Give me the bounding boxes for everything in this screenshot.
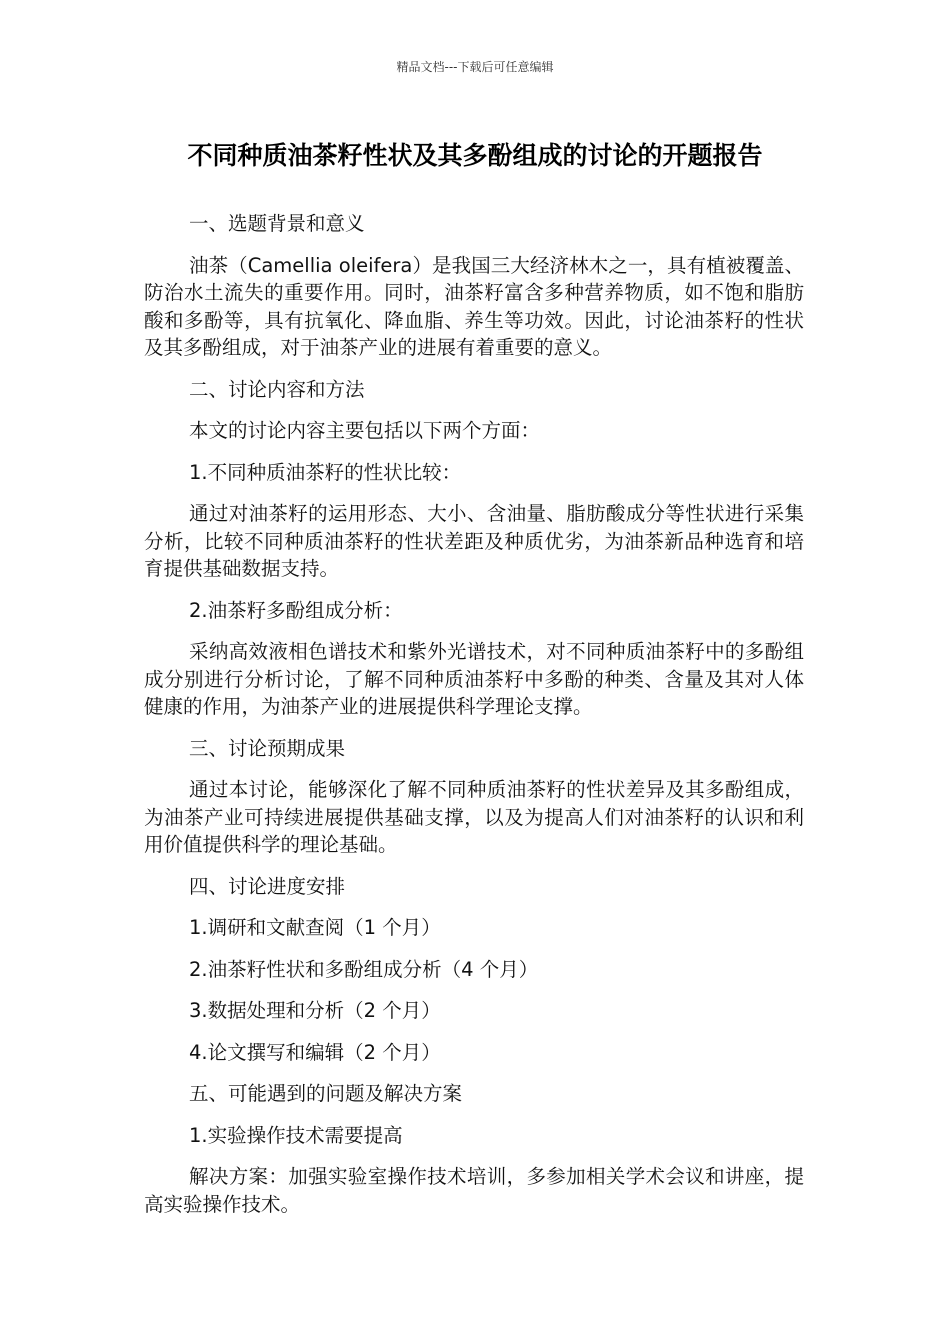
paragraph-expected-results: 通过本讨论，能够深化了解不同种质油茶籽的性状差异及其多酚组成，为油茶产业可持续进展提供基础支撑，以及为提高人们对油茶籽的认识和利用价值提供科学的理论基础。 [144, 778, 804, 856]
schedule-item-4: 4.论文撰写和编辑（2 个月） [189, 1040, 441, 1064]
section-heading-content-methods: 二、讨论内容和方法 [189, 377, 365, 401]
schedule-item-1: 1.调研和文献查阅（1 个月） [189, 916, 441, 939]
paragraph-polyphenol-analysis: 采纳高效液相色谱技术和紫外光谱技术，对不同种质油茶籽中的多酚组成分别进行分析讨论，了解不同种质油茶籽中多酚的种类、含量及其对人体健康的作用，为油茶产业的进展提供科学理论支撑。 [144, 640, 804, 718]
paragraph-content-intro: 本文的讨论内容主要包括以下两个方面： [189, 419, 541, 442]
paragraph-trait-comparison: 通过对油茶籽的运用形态、大小、含油量、脂肪酸成分等性状进行采集分析，比较不同种质油茶籽的性状差距及种质优劣，为油茶新品种选育和培育提供基础数据支持。 [144, 502, 804, 580]
section-heading-problems: 五、可能遇到的问题及解决方案 [189, 1082, 463, 1105]
section-heading-expected-results: 三、讨论预期成果 [189, 736, 346, 760]
subheading-trait-comparison: 1.不同种质油茶籽的性状比较： [189, 460, 462, 484]
paragraph-background: 油茶（Camellia oleifera）是我国三大经济林木之一，具有植被覆盖、防治水土流失的重要作用。同时，油茶籽富含多种营养物质，如不饱和脂肪酸和多酚等，具有抗氧化、降血脂、养生等功效。因此，讨论油茶籽的性状及其多酚组成，对于油茶产业的进展有着重要的意义。 [144, 253, 804, 359]
problem-item-1: 1.实验操作技术需要提高 [189, 1123, 403, 1147]
document-body [144, 210, 804, 1232]
schedule-item-3: 3.数据处理和分析（2 个月） [189, 999, 441, 1022]
section-heading-schedule: 四、讨论进度安排 [189, 874, 346, 898]
header-note: 精品文档---下载后可任意编辑 [396, 60, 554, 74]
subheading-polyphenol-analysis: 2.油茶籽多酚组成分析： [189, 598, 403, 622]
solution-item-1: 解决方案：加强实验室操作技术培训，多参加相关学术会议和讲座，提高实验操作技术。 [144, 1165, 804, 1216]
schedule-item-2: 2.油茶籽性状和多酚组成分析（4 个月） [189, 957, 539, 981]
document-title: 不同种质油茶籽性状及其多酚组成的讨论的开题报告 [187, 141, 763, 170]
section-heading-background: 一、选题背景和意义 [189, 212, 365, 235]
